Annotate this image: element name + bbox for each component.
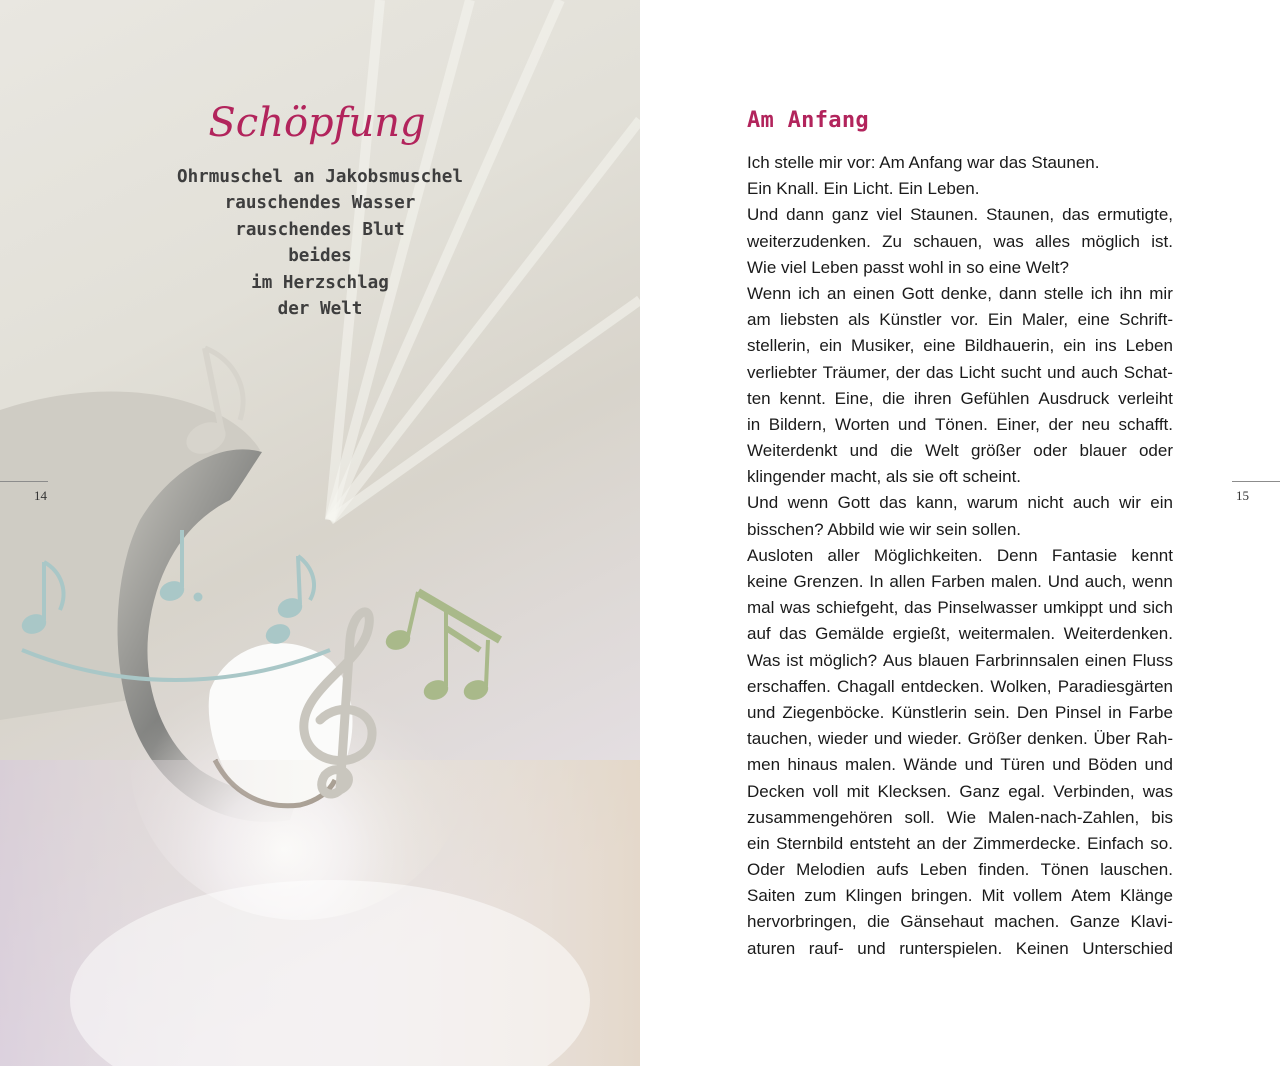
- poem-line: beides: [288, 246, 352, 267]
- body-line: Ich stelle mir vor: Am Anfang war das Staunen.: [747, 153, 1100, 172]
- poem-line: rauschendes Wasser: [224, 193, 416, 214]
- poem-line: Ohrmuschel an Jakobsmuschel: [177, 167, 463, 187]
- poem-line: rauschendes Blut: [235, 219, 405, 240]
- body-line: keine Grenzen. In allen Farben malen. Und auch, wenn: [747, 572, 1173, 591]
- body-line: verliebter Träumer, der das Licht sucht und auch Schat-: [747, 362, 1173, 382]
- body-line: aturen rauf- und runterspielen. Keinen Unterschied: [747, 938, 1173, 958]
- body-line: stellerin, ein Musiker, eine Bildhauerin, ein ins Leben: [747, 336, 1173, 356]
- poem-line: im Herzschlag: [251, 272, 389, 293]
- body-line: mal was schiefgeht, das Pinselwasser umkippt und sich: [747, 598, 1173, 618]
- page-rule-left: [0, 481, 48, 482]
- body-line: Saiten zum Klingen bringen. Mit vollem Atem Klänge: [747, 886, 1173, 906]
- body-line: zusammengehören soll. Wie Malen-nach-Zahlen, bis: [747, 807, 1173, 827]
- section-title: Am Anfang: [747, 108, 869, 133]
- body-line: Ein Knall. Ein Licht. Ein Leben.: [747, 179, 980, 199]
- body-text: [747, 150, 1173, 962]
- body-line: ten kennt. Eine, die ihren Gefühlen Ausdruck verleiht: [747, 388, 1173, 408]
- body-line: tauchen, wieder und wieder. Größer denken. Über Rah-: [747, 729, 1173, 749]
- body-line: ein Sternbild entsteht an der Zimmerdecke. Einfach so.: [747, 833, 1173, 853]
- body-line: Und dann ganz viel Staunen. Staunen, das ermutigte,: [747, 205, 1173, 225]
- body-line: weiterzudenken. Zu schauen, was alles möglich ist.: [747, 231, 1173, 251]
- poem-title: Schöpfung: [208, 100, 426, 146]
- right-page: [640, 0, 1280, 1066]
- body-line: klingender macht, als sie oft scheint.: [747, 467, 1022, 487]
- body-line: erschaffen. Chagall entdecken. Wolken, Paradiesgärten: [747, 676, 1173, 696]
- body-line: Decken voll mit Klecksen. Ganz egal. Verbinden, was: [747, 781, 1173, 801]
- body-line: in Bildern, Worten und Tönen. Einer, der neu schafft.: [747, 414, 1173, 434]
- body-line: Ausloten aller Möglichkeiten. Denn Fantasie kennt: [747, 545, 1173, 565]
- body-line: bisschen? Abbild wie wir sein sollen.: [747, 519, 1022, 539]
- poem-line: der Welt: [277, 299, 363, 320]
- body-line: Wenn ich an einen Gott denke, dann stelle ich ihn mir: [747, 283, 1173, 303]
- body-line: und Ziegenböcke. Künstlerin sein. Den Pinsel in Farbe: [747, 702, 1173, 722]
- body-line: Oder Melodien aufs Leben finden. Tönen lauschen.: [747, 860, 1173, 880]
- body-line: Weiterdenkt und die Welt größer oder blauer oder: [747, 441, 1173, 461]
- body-line: Wie viel Leben passt wohl in so eine Welt?: [747, 257, 1069, 277]
- body-line: hervorbringen, die Gänsehaut machen. Ganze Klavi-: [747, 912, 1173, 932]
- treble-clef-icon: [304, 612, 372, 794]
- body-line: auf das Gemälde ergießt, weitermalen. Weiterdenken.: [747, 624, 1173, 644]
- body-line: men hinaus malen. Wände und Türen und Böden und: [747, 755, 1173, 775]
- page-number-right: 15: [1236, 488, 1249, 503]
- body-line: Und wenn Gott das kann, warum nicht auch wir ein: [747, 493, 1173, 513]
- page-rule-right: [1232, 481, 1280, 482]
- body-line: am liebsten als Künstler vor. Ein Maler, eine Schrift-: [747, 310, 1173, 330]
- page-number-left: 14: [34, 488, 47, 503]
- body-line: Was ist möglich? Aus blauen Farbrinnsalen einen Fluss: [747, 650, 1173, 670]
